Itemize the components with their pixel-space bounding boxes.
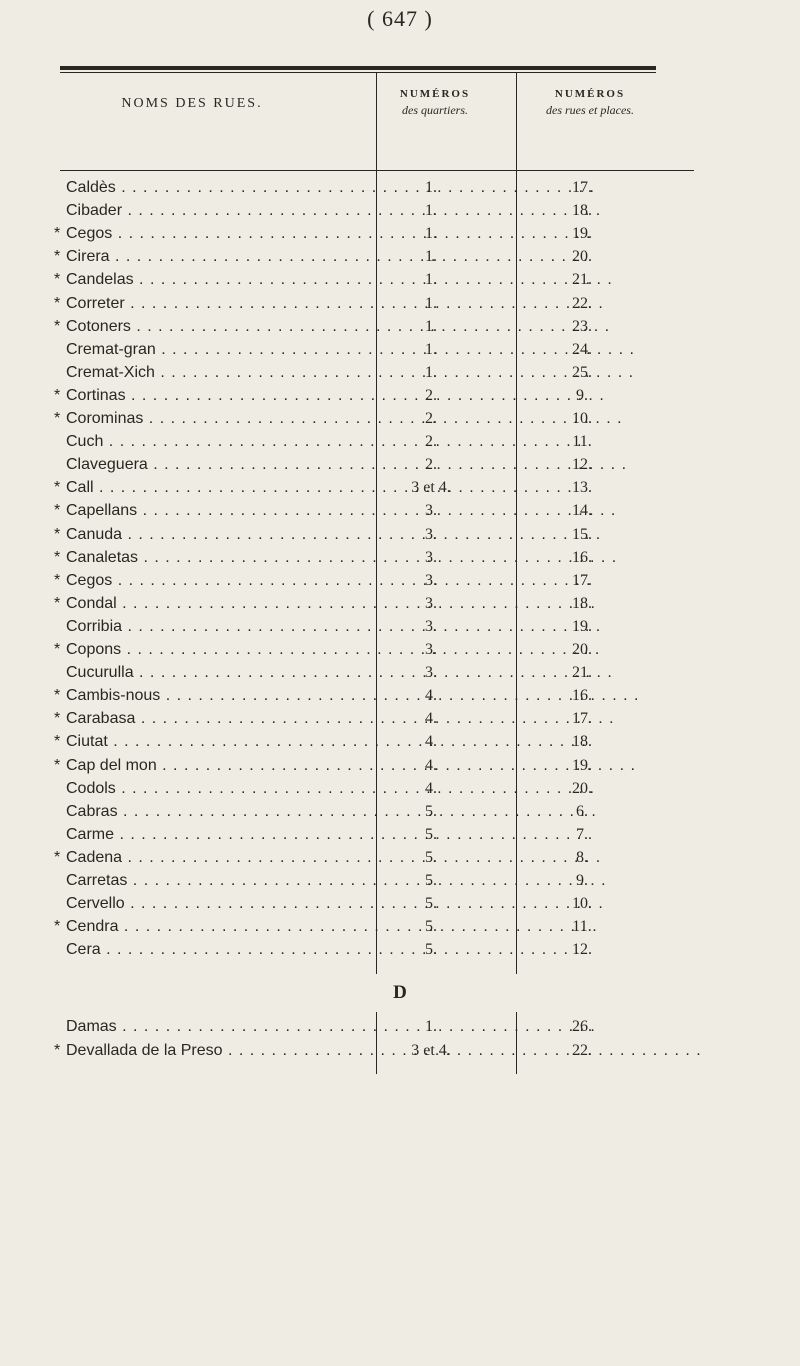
street-name-cell (54, 708, 366, 730)
street-name-cell (54, 547, 366, 569)
street-name: Caldès (66, 179, 116, 196)
quarter-number: 3 et 4. (411, 479, 451, 497)
table-row (0, 454, 800, 476)
table-row (0, 1040, 800, 1062)
quarter-number: 1. (425, 202, 437, 220)
street-name-cell (54, 593, 366, 615)
asterisk-mark: * (54, 733, 61, 751)
quarter-number: 3. (425, 502, 437, 520)
street-name: Corribia (66, 617, 123, 635)
street-name-cell (54, 477, 366, 499)
street-number: 11. (572, 918, 592, 936)
street-number: 17. (572, 571, 592, 589)
quarter-number: 4. (425, 756, 437, 774)
street-name-cell (66, 362, 366, 384)
table-row (0, 408, 800, 430)
asterisk-mark: * (54, 479, 61, 497)
street-name: Cabras (66, 802, 118, 820)
street-number: 17. (572, 179, 592, 196)
street-name-cell (66, 339, 366, 361)
quarter-number: 1. (425, 317, 437, 335)
street-name-cell (66, 824, 366, 846)
asterisk-mark: * (54, 248, 61, 266)
table-row (0, 223, 800, 245)
street-number: 26. (572, 1018, 592, 1035)
street-name-cell (54, 408, 366, 430)
street-number: 18. (572, 733, 592, 751)
street-number: 21. (572, 271, 592, 289)
table-row (0, 893, 800, 915)
street-name: Carabasa (66, 710, 136, 728)
street-number: 8. (576, 848, 588, 866)
quarter-number: 3. (425, 525, 437, 543)
quarter-number: 2. (425, 456, 437, 474)
street-name: Cera (66, 941, 101, 959)
street-name: Cortinas (66, 386, 126, 404)
street-name: Carme (66, 825, 115, 843)
street-name: Correter (66, 294, 125, 312)
street-name-cell (54, 1040, 366, 1062)
table-row (0, 547, 800, 569)
top-rule-thin (60, 72, 656, 73)
street-name-cell (54, 731, 366, 753)
asterisk-mark: * (54, 317, 61, 335)
street-name: Codols (66, 779, 116, 797)
table-row (0, 616, 800, 638)
street-name: Copons (66, 641, 122, 658)
street-name: Capellans (66, 502, 138, 520)
quarter-number: 3. (425, 548, 437, 566)
asterisk-mark: * (54, 386, 61, 404)
street-number: 19. (572, 617, 592, 635)
table-row (0, 778, 800, 800)
street-name: Cuch (66, 433, 104, 451)
header-places-line1: NUMÉROS (554, 88, 626, 100)
street-number: 20. (572, 641, 592, 658)
street-name-cell (66, 616, 366, 638)
asterisk-mark: * (54, 502, 61, 520)
quarter-number: 5. (425, 895, 437, 913)
street-number: 21. (572, 664, 592, 682)
street-number: 20. (572, 779, 592, 797)
street-name: Cibader (66, 202, 123, 220)
street-number: 22. (572, 1042, 592, 1059)
street-name: Cucurulla (66, 664, 134, 682)
street-number: 19. (572, 225, 592, 243)
street-name-cell (66, 177, 366, 199)
asterisk-mark: * (54, 687, 61, 705)
asterisk-mark: * (54, 710, 61, 728)
table-row (0, 708, 800, 730)
street-name-cell (54, 293, 366, 315)
quarter-number: 5. (425, 848, 437, 866)
street-name-cell (66, 778, 366, 800)
quarter-number: 5. (425, 918, 437, 936)
street-name-cell (54, 500, 366, 522)
street-number: 17. (572, 710, 592, 728)
quarter-number: 4. (425, 733, 437, 751)
street-number: 20. (572, 248, 592, 266)
street-number: 12. (572, 941, 592, 959)
quarter-number: 2. (425, 386, 437, 404)
street-name: Carretas (66, 872, 128, 889)
table-row (0, 639, 800, 661)
street-name: Corominas (66, 410, 144, 427)
quarter-number: 5. (425, 802, 437, 820)
table-row (0, 847, 800, 869)
asterisk-mark: * (54, 548, 61, 566)
quarter-number: 1. (425, 271, 437, 289)
quarter-number: 3. (425, 641, 437, 658)
street-name-cell (54, 639, 366, 661)
street-name-cell (54, 685, 366, 707)
street-name: Call (66, 479, 94, 497)
street-name-cell (54, 524, 366, 546)
asterisk-mark: * (54, 571, 61, 589)
street-number: 25. (572, 363, 592, 381)
table-row (0, 524, 800, 546)
asterisk-mark: * (54, 756, 61, 774)
quarter-number: 1. (425, 225, 437, 243)
quarter-number: 1. (425, 294, 437, 312)
street-name: Ciutat (66, 733, 108, 751)
quarter-number: 4. (425, 687, 437, 705)
table-row (0, 200, 800, 222)
street-number: 16. (572, 548, 592, 566)
table-row (0, 477, 800, 499)
table-row (0, 269, 800, 291)
street-name-cell (54, 847, 366, 869)
street-number: 11. (572, 433, 592, 451)
quarter-number: 2. (425, 433, 437, 451)
table-row (0, 246, 800, 268)
street-name: Cremat-gran (66, 340, 156, 358)
quarter-number: 3. (425, 617, 437, 635)
header-names: NOMS DES RUES. (121, 96, 263, 111)
quarter-number: 1. (425, 1018, 437, 1035)
street-name-cell (66, 454, 366, 476)
table-row (0, 731, 800, 753)
asterisk-mark: * (54, 594, 61, 612)
street-name: Cambis-nous (66, 687, 161, 705)
asterisk-mark: * (54, 641, 61, 658)
street-number: 18. (572, 594, 592, 612)
header-places-line2: des rues et places. (546, 103, 634, 117)
asterisk-mark: * (54, 225, 61, 243)
street-name: Candelas (66, 271, 134, 289)
table-row (0, 316, 800, 338)
table-row (0, 385, 800, 407)
street-number: 18. (572, 202, 592, 220)
street-number: 12. (572, 456, 592, 474)
street-name-cell (54, 246, 366, 268)
table-row (0, 916, 800, 938)
table-row (0, 801, 800, 823)
quarter-number: 1. (425, 340, 437, 358)
street-number: 9. (576, 872, 588, 889)
header-places (510, 88, 670, 118)
street-name-cell (66, 801, 366, 823)
table-row (0, 593, 800, 615)
table-row (0, 1016, 800, 1038)
table-row (0, 570, 800, 592)
street-number: 19. (572, 756, 592, 774)
street-name-cell (66, 1016, 366, 1038)
street-name: Damas (66, 1018, 117, 1035)
street-name: Cegos (66, 225, 113, 243)
street-name: Canuda (66, 525, 123, 543)
table-row (0, 177, 800, 199)
street-name: Canaletas (66, 548, 139, 566)
quarter-number: 5. (425, 872, 437, 889)
quarter-number: 1. (425, 248, 437, 266)
quarter-number: 4. (425, 710, 437, 728)
table-row (0, 500, 800, 522)
quarter-number: 3 et 4. (411, 1042, 451, 1059)
asterisk-mark: * (54, 918, 61, 936)
street-number: 22. (572, 294, 592, 312)
street-name-cell (54, 223, 366, 245)
quarter-number: 5. (425, 941, 437, 959)
table-row (0, 824, 800, 846)
street-name-cell (66, 431, 366, 453)
street-name: Cendra (66, 918, 119, 936)
street-name-cell (54, 916, 366, 938)
asterisk-mark: * (54, 525, 61, 543)
quarter-number: 5. (425, 825, 437, 843)
header-quarters-line2: des quartiers. (402, 103, 468, 117)
street-name-cell (66, 662, 366, 684)
asterisk-mark: * (54, 410, 61, 427)
header-quarters (370, 88, 500, 118)
quarter-number: 1. (425, 179, 437, 196)
table-row (0, 870, 800, 892)
section-letter-d: D (393, 982, 407, 1003)
table-row (0, 662, 800, 684)
street-number: 24. (572, 340, 592, 358)
table-row (0, 362, 800, 384)
top-rule (60, 66, 656, 70)
table-row (0, 685, 800, 707)
quarter-number: 2. (425, 410, 437, 427)
street-name-cell (66, 200, 366, 222)
street-number: 13. (572, 479, 592, 497)
asterisk-mark: * (54, 1042, 61, 1059)
street-number: 16. (572, 687, 592, 705)
page-title: ( 647 ) (367, 6, 433, 31)
street-name: Cadena (66, 848, 123, 866)
street-name: Cervello (66, 895, 125, 913)
street-name: Cotoners (66, 317, 131, 335)
street-name-cell (66, 939, 366, 961)
street-name-cell (54, 316, 366, 338)
street-name-cell (66, 870, 366, 892)
asterisk-mark: * (54, 848, 61, 866)
street-number: 10. (572, 410, 592, 427)
street-number: 23. (572, 317, 592, 335)
asterisk-mark: * (54, 294, 61, 312)
street-name: Claveguera (66, 456, 148, 474)
street-number: 10. (572, 895, 592, 913)
quarter-number: 3. (425, 571, 437, 589)
street-name-cell (54, 269, 366, 291)
table-row (0, 755, 800, 777)
table-row (0, 431, 800, 453)
table-row (0, 939, 800, 961)
quarter-number: 3. (425, 594, 437, 612)
header-rule (60, 170, 694, 171)
street-name-cell (66, 893, 366, 915)
street-number: 15. (572, 525, 592, 543)
street-name-cell (54, 570, 366, 592)
table-row (0, 339, 800, 361)
street-number: 7. (576, 825, 588, 843)
quarter-number: 4. (425, 779, 437, 797)
header-quarters-line1: NUMÉROS (399, 88, 471, 100)
street-name: Cap del mon (66, 756, 157, 774)
street-number: 14. (572, 502, 592, 520)
table-row (0, 293, 800, 315)
street-number: 6. (576, 802, 588, 820)
quarter-number: 1. (425, 363, 437, 381)
street-name: Cremat-Xich (66, 363, 155, 381)
quarter-number: 3. (425, 664, 437, 682)
street-name: Devallada de la Preso (66, 1042, 223, 1059)
street-name-cell (54, 755, 366, 777)
street-number: 9. (576, 386, 588, 404)
street-name: Condal (66, 594, 117, 612)
street-name: Cirera (66, 248, 110, 266)
asterisk-mark: * (54, 271, 61, 289)
street-name: Cegos (66, 571, 113, 589)
street-name-cell (54, 385, 366, 407)
